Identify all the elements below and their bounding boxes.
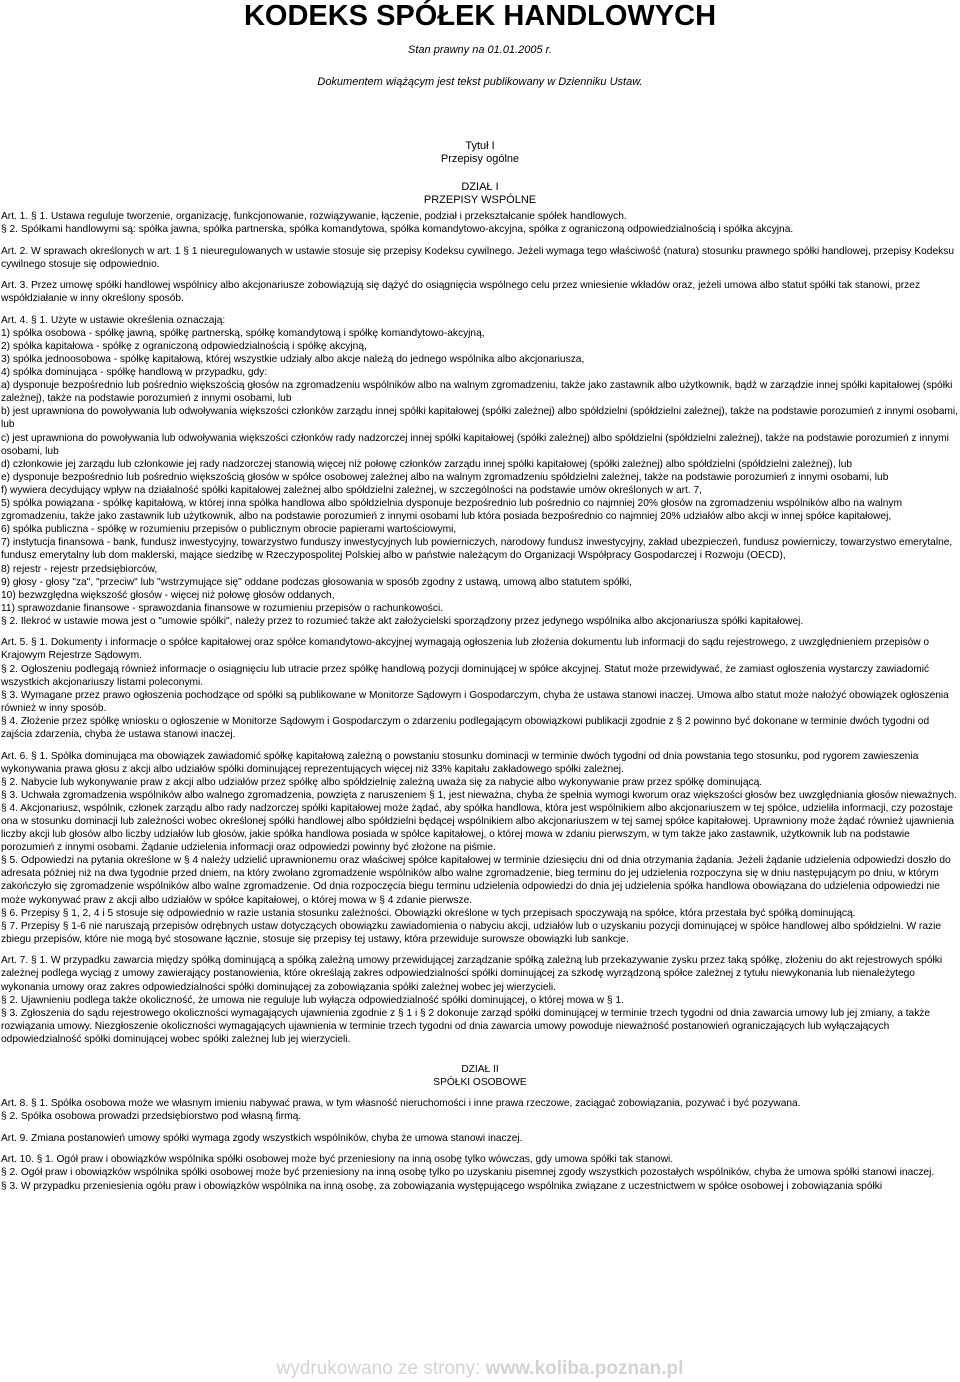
article-paragraph: § 2. Spółkami handlowymi są: spółka jawna, spółka partnerska, spółka komandytowa, spółka komandytowo-akcyjna, spółka z ograniczoną odpowiedzialnością i spółka akcyjna. (1, 224, 794, 236)
article-block (1, 1153, 959, 1192)
article-paragraph: 6) spółka publiczna - spółkę w rozumieniu przepisów o publicznym obrocie papierami wartościowymi, (1, 524, 457, 536)
article-paragraph: f) wywiera decydujący wpływ na działalność spółki kapitałowej zależnej albo spółdzielni zależnej, w szczególności na podstawie umów określonych w art. 7, (1, 484, 703, 496)
article-paragraph: e) dysponuje bezpośrednio lub pośrednio większością głosów w spółce osobowej zależnej albo na walnym zgromadzeniu spółdzielni zależnej, także na podstawie porozumień z innymi osobami, lub (1, 471, 889, 483)
print-source-footer (0, 1358, 960, 1380)
article-paragraph: 9) głosy - głosy "za", "przeciw" lub "wstrzymujące się" oddane podczas głosowania w sposób zgodny z ustawą, umową albo statutem spółki, (1, 576, 632, 588)
document-title: KODEKS SPÓŁEK HANDLOWYCH (243, 0, 717, 32)
title-number: Tytuł I (465, 140, 495, 152)
article-paragraph: § 3. Uchwała zgromadzenia wspólników albo walnego zgromadzenia, powzięta z naruszeniem § 1, jest nieważna, chyba że spełnia wymogi kworum oraz większości głosów bez uwzględniania głosów nieważnych. (1, 789, 957, 801)
article-paragraph: § 7. Przepisy § 1-6 nie naruszają przepisów odrębnych ustaw dotyczących obowiązku zawiadomienia o nabyciu akcji, udziałów lub o uzyskaniu pozycji dominującej w spółce handlowej albo spółdzielni. W razie zbiegu przepisów, które nie mogą być stosowane łącznie, stosuje się przepisy tej ustawy, która przewiduje surowsze obowiązki lub sankcje. (1, 920, 942, 945)
title-name: Przepisy ogólne (440, 153, 520, 165)
article-paragraph: § 3. Zgłoszenia do sądu rejestrowego okoliczności wymagających ujawnienia zgodnie z § 1 i § 2 dokonuje zarząd spółki dominującej w terminie trzech tygodni od dnia zawarcia umowy lub jej zmiany, a także rozwiązania umowy. Niezgłoszenie okoliczności wymagających ujawnienia w terminie trzech tygodni od dnia zawarcia umowy powoduje nieważność postanowień ograniczających lub wyłączających odpowiedzialność spółki dominującej wobec spółki zależnej lub jej wierzycieli. (1, 1007, 931, 1045)
article-block (1, 1097, 959, 1123)
article-block (1, 636, 959, 741)
article-paragraph: § 4. Akcjonariusz, wspólnik, członek zarządu albo rady nadzorczej spółki kapitałowej może żądać, aby spółka handlowa, która jest wspólnikiem albo akcjonariuszem w tej spółce, udzieliła informacji, czy pozostaje ona w stosunku dominacji lub zależności wobec określonej spółki handlowej albo spółdzielni będącej wspólnikiem albo akcjonariuszem w tej samej spółce kapitałowej. Uprawniony może żądać również ujawnienia liczby akcji lub głosów albo liczby udziałów lub głosów, jakie spółka handlowa posiada w spółce kapitałowej, o której mowa w zdaniu pierwszym, w tym także jako zastawnik, użytkownik lub na podstawie porozumień z innymi osobami. Żądanie udzielenia informacji oraz odpowiedzi powinny być złożone na piśmie. (1, 802, 955, 854)
article-paragraph: 7) instytucja finansowa - bank, fundusz inwestycyjny, towarzystwo funduszy inwestycyjnych lub powierniczych, narodowy fundusz inwestycyjny, zakład ubezpieczeń, fundusz powierniczy, towarzystwo emerytalne, fundusz emerytalny lub dom maklerski, mające siedzibę w Rzeczypospolitej Polskiej albo w państwie należącym do Organizacji Współpracy Gospodarczej i Rozwoju (OECD), (1, 537, 953, 562)
footer-url[interactable]: www.koliba.poznan.pl (485, 1358, 684, 1379)
article-paragraph: Art. 1. § 1. Ustawa reguluje tworzenie, organizację, funkcjonowanie, rozwiązywanie, łączenie, podział i przekształcanie spółek handlowych. (1, 211, 627, 222)
division-number: DZIAŁ I (461, 181, 499, 193)
article-paragraph: d) członkowie jej zarządu lub członkowie jej rady nadzorczej stanowią więcej niż połowę członków zarządu innej spółki kapitałowej (spółki zależnej) albo spółdzielni (spółdzielni zależnej), lub (1, 458, 853, 470)
article-paragraph: 1) spółka osobowa - spółkę jawną, spółkę partnerską, spółkę komandytową i spółkę komandytowo-akcyjną, (1, 327, 485, 339)
article-paragraph: Art. 8. § 1. Spółka osobowa może we własnym imieniu nabywać prawa, w tym własność nieruchomości i inne prawa rzeczowe, zaciągać zobowiązania, pozywać i być pozywana. (1, 1098, 801, 1110)
article-block (1, 954, 959, 1046)
article-paragraph: § 2. Ogłoszeniu podlegają również informacje o osiągnięciu lub utracie przez spółkę handlową pozycji dominującej w spółce akcyjnej. Statut może przewidywać, że zamiast ogłoszenia wystarczy zawiadomić wszystkich akcjonariuszy listami poleconymi. (1, 663, 930, 688)
article-paragraph: a) dysponuje bezpośrednio lub pośrednio większością głosów na zgromadzeniu wspólników albo na walnym zgromadzeniu, także jako zastawnik albo użytkownik, bądź w zarządzie innej spółki kapitałowej (spółki zależnej), także na podstawie porozumień z innymi osobami, lub (1, 380, 953, 405)
footer-prefix: wydrukowano ze strony: (276, 1358, 486, 1379)
article-paragraph: § 3. Wymagane przez prawo ogłoszenia pochodzące od spółki są publikowane w Monitorze Sądowym i Gospodarczym, chyba że ustawa stanowi inaczej. Umowa albo statut może nałożyć obowiązek ogłoszenia również w inny sposób. (1, 689, 949, 714)
article-paragraph: § 4. Złożenie przez spółkę wniosku o ogłoszenie w Monitorze Sądowym i Gospodarczym o zdarzeniu podlegającym obowiązkowi publikacji zgodnie z § 2 powinno być dokonane w terminie dwóch tygodni od zajścia zdarzenia, chyba że ustawa stanowi inaczej. (1, 715, 930, 741)
article-paragraph: Art. 9. Zmiana postanowień umowy spółki wymaga zgody wszystkich wspólników, chyba że umowa stanowi inaczej. (1, 1132, 523, 1144)
article-paragraph: § 2. Ilekroć w ustawie mowa jest o "umowie spółki", należy przez to rozumieć także akt założycielski sporządzony przez jedynego wspólnika albo akcjonariusza spółki kapitałowej. (1, 615, 804, 627)
article-paragraph: 3) spółka jednoosobowa - spółkę kapitałową, której wszystkie udziały albo akcje należą do jednego wspólnika albo akcjonariusza, (1, 354, 585, 366)
article-paragraph: c) jest uprawniona do powoływania lub odwoływania większości członków rady nadzorczej innej spółki kapitałowej (spółki zależnej) albo spółdzielni (spółdzielni zależnej), także na podstawie porozumień z innymi osobami, lub (1, 432, 949, 457)
division-name: PRZEPISY WSPÓLNE (423, 194, 537, 206)
article-block (1, 279, 959, 305)
legal-status-line: Stan prawny na 01.01.2005 r. (408, 44, 552, 56)
article-paragraph: Art. 2. W sprawach określonych w art. 1 § 1 nieuregulowanych w ustawie stosuje się przepisy Kodeksu cywilnego. Jeżeli wymaga tego właściwość (natura) stosunku prawnego spółki handlowej, przepisy Kodeksu cywilnego stosuje się odpowiednio. (1, 245, 954, 270)
article-paragraph: Art. 7. § 1. W przypadku zawarcia między spółką dominującą a spółką zależną umowy przewidującej zarządzanie spółką zależną lub przekazywanie zysku przez taką spółkę, złożeniu do akt rejestrowych spółki zależnej podlega wyciąg z umowy zawierający postanowienia, które określają zakres odpowiedzialności spółki dominującej za szkodę wyrządzoną spółce zależnej z tytułu niewykonania lub nienależytego wykonania umowy oraz zakres odpowiedzialności spółki dominującej za zobowiązania spółki zależnej wobec jej wierzycieli. (1, 955, 943, 993)
article-paragraph: b) jest uprawniona do powoływania lub odwoływania większości członków zarządu innej spółki kapitałowej (spółki zależnej) albo spółdzielni (spółdzielni zależnej), także na podstawie porozumień z innymi osobami, lub (1, 406, 958, 431)
article-block (1, 314, 959, 628)
article-paragraph: § 6. Przepisy § 1, 2, 4 i 5 stosuje się odpowiednio w razie ustania stosunku zależności. Obowiązki określone w tych przepisach spoczywają na spółce, która przestała być spółką dominującą. (1, 907, 856, 919)
division-2-number: DZIAŁ II (461, 1063, 499, 1075)
article-paragraph: 5) spółka powiązana - spółkę kapitałową, w której inna spółka handlowa albo spółdzielnia dysponuje bezpośrednio lub pośrednio co najmniej 20% głosów na zgromadzeniu wspólników albo na walnym zgromadzeniu, także jako zastawnik lub użytkownik, albo na podstawie porozumień z innymi osobami lub która posiada bezpośrednio co najmniej 20% udziałów albo akcji w innej spółce kapitałowej, (1, 498, 902, 523)
article-paragraph: Art. 3. Przez umowę spółki handlowej wspólnicy albo akcjonariusze zobowiązują się dążyć do osiągnięcia wspólnego celu przez wniesienie wkładów oraz, jeżeli umowa albo statut spółki tak stanowi, przez współdziałanie w inny określony sposób. (1, 280, 921, 305)
article-block (1, 210, 959, 236)
division-2-articles (1, 1097, 959, 1192)
document-body (1, 210, 959, 1193)
article-paragraph: § 2. Ujawnieniu podlega także okoliczność, że umowa nie reguluje lub wyłącza odpowiedzialność spółki dominującej, o której mowa w § 1. (1, 994, 624, 1006)
article-paragraph: 11) sprawozdanie finansowe - sprawozdania finansowe w rozumieniu przepisów o rachunkowości. (1, 602, 444, 614)
article-paragraph: § 3. W przypadku przeniesienia ogółu praw i obowiązków wspólnika na inną osobę, za zobowiązania występującego wspólnika związane z uczestnictwem w spółce osobowej i zobowiązania spółki (1, 1180, 883, 1192)
article-paragraph: Art. 10. § 1. Ogół praw i obowiązków wspólnika spółki osobowej może być przeniesiony na inną osobę tylko wówczas, gdy umowa spółki tak stanowi. (1, 1154, 674, 1166)
article-paragraph: 10) bezwzględna większość głosów - więcej niż połowę głosów oddanych, (1, 589, 335, 601)
article-paragraph: § 2. Nabycie lub wykonywanie praw z akcji albo udziałów przez spółkę albo spółdzielnię zależną uważa się za nabycie albo wykonywanie praw przez spółkę dominującą. (1, 776, 763, 788)
article-paragraph: 8) rejestr - rejestr przedsiębiorców, (1, 563, 158, 575)
article-block (1, 245, 959, 271)
article-paragraph: Art. 5. § 1. Dokumenty i informacje o spółce kapitałowej oraz spółce komandytowo-akcyjnej wymagają ogłoszenia lub złożenia dokumentu lub informacji do sądu rejestrowego, z uwzględnieniem przepisów o Krajowym Rejestrze Sądowym. (1, 637, 930, 662)
article-paragraph: 2) spółka kapitałowa - spółkę z ograniczoną odpowiedzialnością i spółkę akcyjną, (1, 340, 367, 352)
division-1-articles (1, 210, 959, 1046)
article-paragraph: § 5. Odpowiedzi na pytania określone w § 4 należy udzielić uprawnionemu oraz właściwej spółce kapitałowej w terminie dziesięciu dni od dnia otrzymania żądania. Jeżeli żądanie udzielenia odpowiedzi doszło do adresata później niż na dwa tygodnie przed dniem, na który zwołano zgromadzenie wspólników albo walne zgromadzenie, bieg terminu do jej udzielenia rozpoczyna się w dniu następującym po dniu, w którym zakończyło się zgromadzenie wspólników albo walne zgromadzenie. Od dnia rozpoczęcia biegu terminu udzielenia odpowiedzi do dnia jej udzielenia spółka handlowa obowiązana do udzielenia odpowiedzi nie może wykonywać praw z akcji albo udziałów w spółce kapitałowej, o której mowa w § 4 zdanie pierwsze. (1, 855, 951, 906)
article-block (1, 750, 959, 946)
article-block (1, 1132, 959, 1145)
article-paragraph: Art. 4. § 1. Użyte w ustawie określenia oznaczają: (1, 314, 226, 326)
article-paragraph: 4) spółka dominująca - spółkę handlową w przypadku, gdy: (1, 367, 268, 379)
binding-text-note: Dokumentem wiążącym jest tekst publikowany w Dzienniku Ustaw. (317, 76, 643, 88)
article-paragraph: § 2. Spółka osobowa prowadzi przedsiębiorstwo pod własną firmą. (1, 1111, 302, 1123)
division-2-name: SPÓŁKI OSOBOWE (433, 1076, 527, 1088)
article-paragraph: Art. 6. § 1. Spółka dominująca ma obowiązek zawiadomić spółkę kapitałową zależną o powstaniu stosunku dominacji w terminie dwóch tygodni od dnia powstania tego stosunku, pod rygorem zawieszenia wykonywania prawa głosu z akcji albo udziałów spółki dominującej reprezentujących więcej niż 33% kapitału zakładowego spółki zależnej. (1, 750, 919, 775)
article-paragraph: § 2. Ogół praw i obowiązków wspólnika spółki osobowej może być przeniesiony na inną osobę tylko po uzyskaniu pisemnej zgody wszystkich pozostałych wspólników, chyba że umowa spółki stanowi inaczej. (1, 1167, 935, 1179)
